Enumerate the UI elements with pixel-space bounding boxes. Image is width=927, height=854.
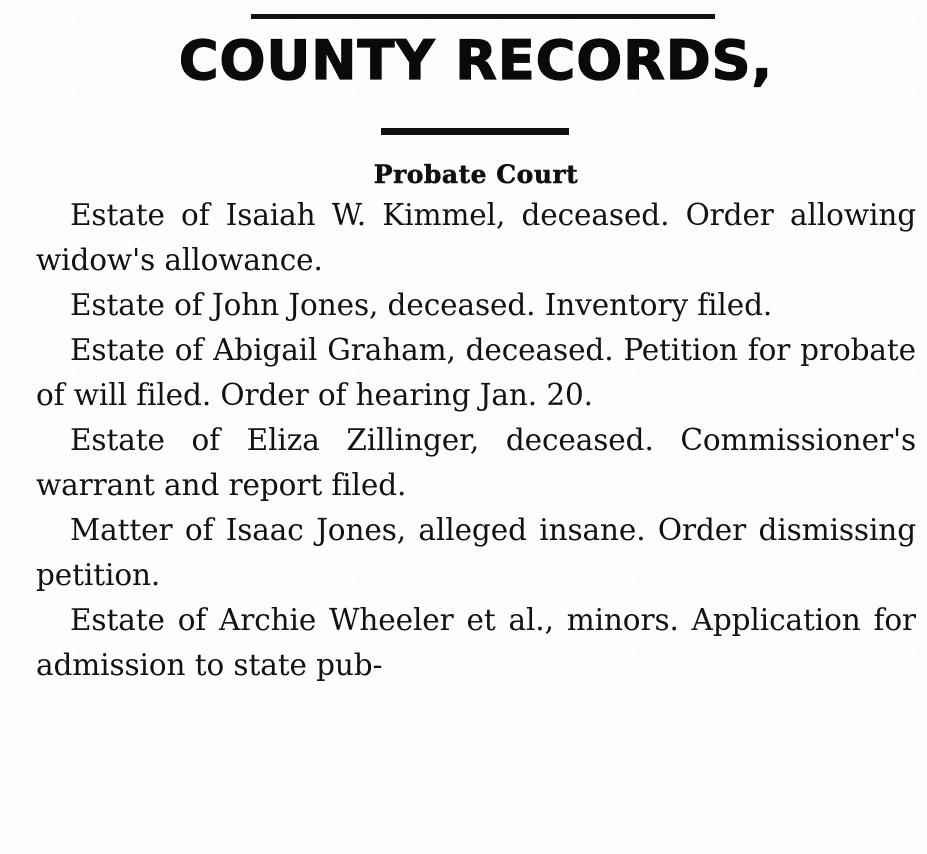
newspaper-column <box>36 0 916 854</box>
list-item: Estate of Eliza Zillinger, deceased. Commissioner's warrant and report filed. <box>36 423 916 502</box>
list-item: Estate of Isaiah W. Kimmel, deceased. Order allowing widow's allowance. <box>36 198 916 277</box>
list-item: Estate of John Jones, deceased. Inventory filed. <box>70 288 773 322</box>
page-title: COUNTY RECORDS, <box>178 29 774 92</box>
list-item: Estate of Archie Wheeler et al., minors. Application for admission to state pub- <box>36 603 916 682</box>
list-item: Matter of Isaac Jones, alleged insane. Order dismissing petition. <box>36 513 916 592</box>
top-divider-rule <box>251 14 715 19</box>
section-divider-rule <box>381 128 569 135</box>
probate-entries-list <box>36 193 916 688</box>
list-item: Estate of Abigail Graham, deceased. Petition for probate of will filed. Order of hearing Jan. 20. <box>36 333 916 412</box>
section-heading: Probate Court <box>373 160 579 189</box>
